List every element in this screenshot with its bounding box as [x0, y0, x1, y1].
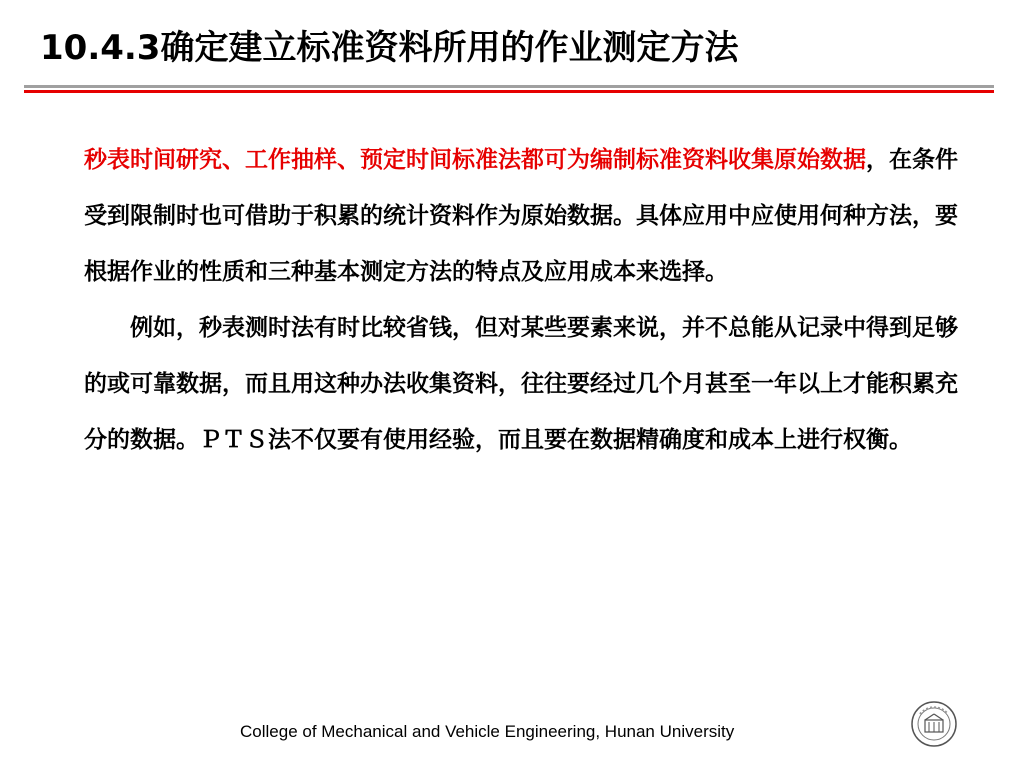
title-divider-red — [24, 90, 994, 93]
paragraph-1-rest: ，在条件受到限制时也可借助于积累的统计资料作为原始数据。具体应用中应使用何种方法，要根据作业的性质和三种基本测定方法的特点及应用成本来选择。 — [84, 147, 958, 285]
paragraph-2: 例如，秒表测时法有时比较省钱，但对某些要素来说，并不总能从记录中得到足够的或可靠数据，而且用这种办法收集资料，往往要经过几个月甚至一年以上才能积累充分的数据。ＰＴＳ法不仅要有使用经验，而且要在数据精确度和成本上进行权衡。 — [84, 315, 958, 453]
title-divider-gray — [24, 85, 994, 88]
highlighted-text: 秒表时间研究、工作抽样、预定时间标准法都可为编制标准资料收集原始数据 — [84, 147, 866, 173]
university-seal-icon — [910, 700, 958, 748]
slide-title: 10.4.3确定建立标准资料所用的作业测定方法 — [40, 28, 739, 68]
slide-body — [84, 132, 969, 468]
footer-institution: College of Mechanical and Vehicle Engineering, Hunan University — [240, 722, 735, 741]
paragraph-1 — [84, 132, 969, 300]
